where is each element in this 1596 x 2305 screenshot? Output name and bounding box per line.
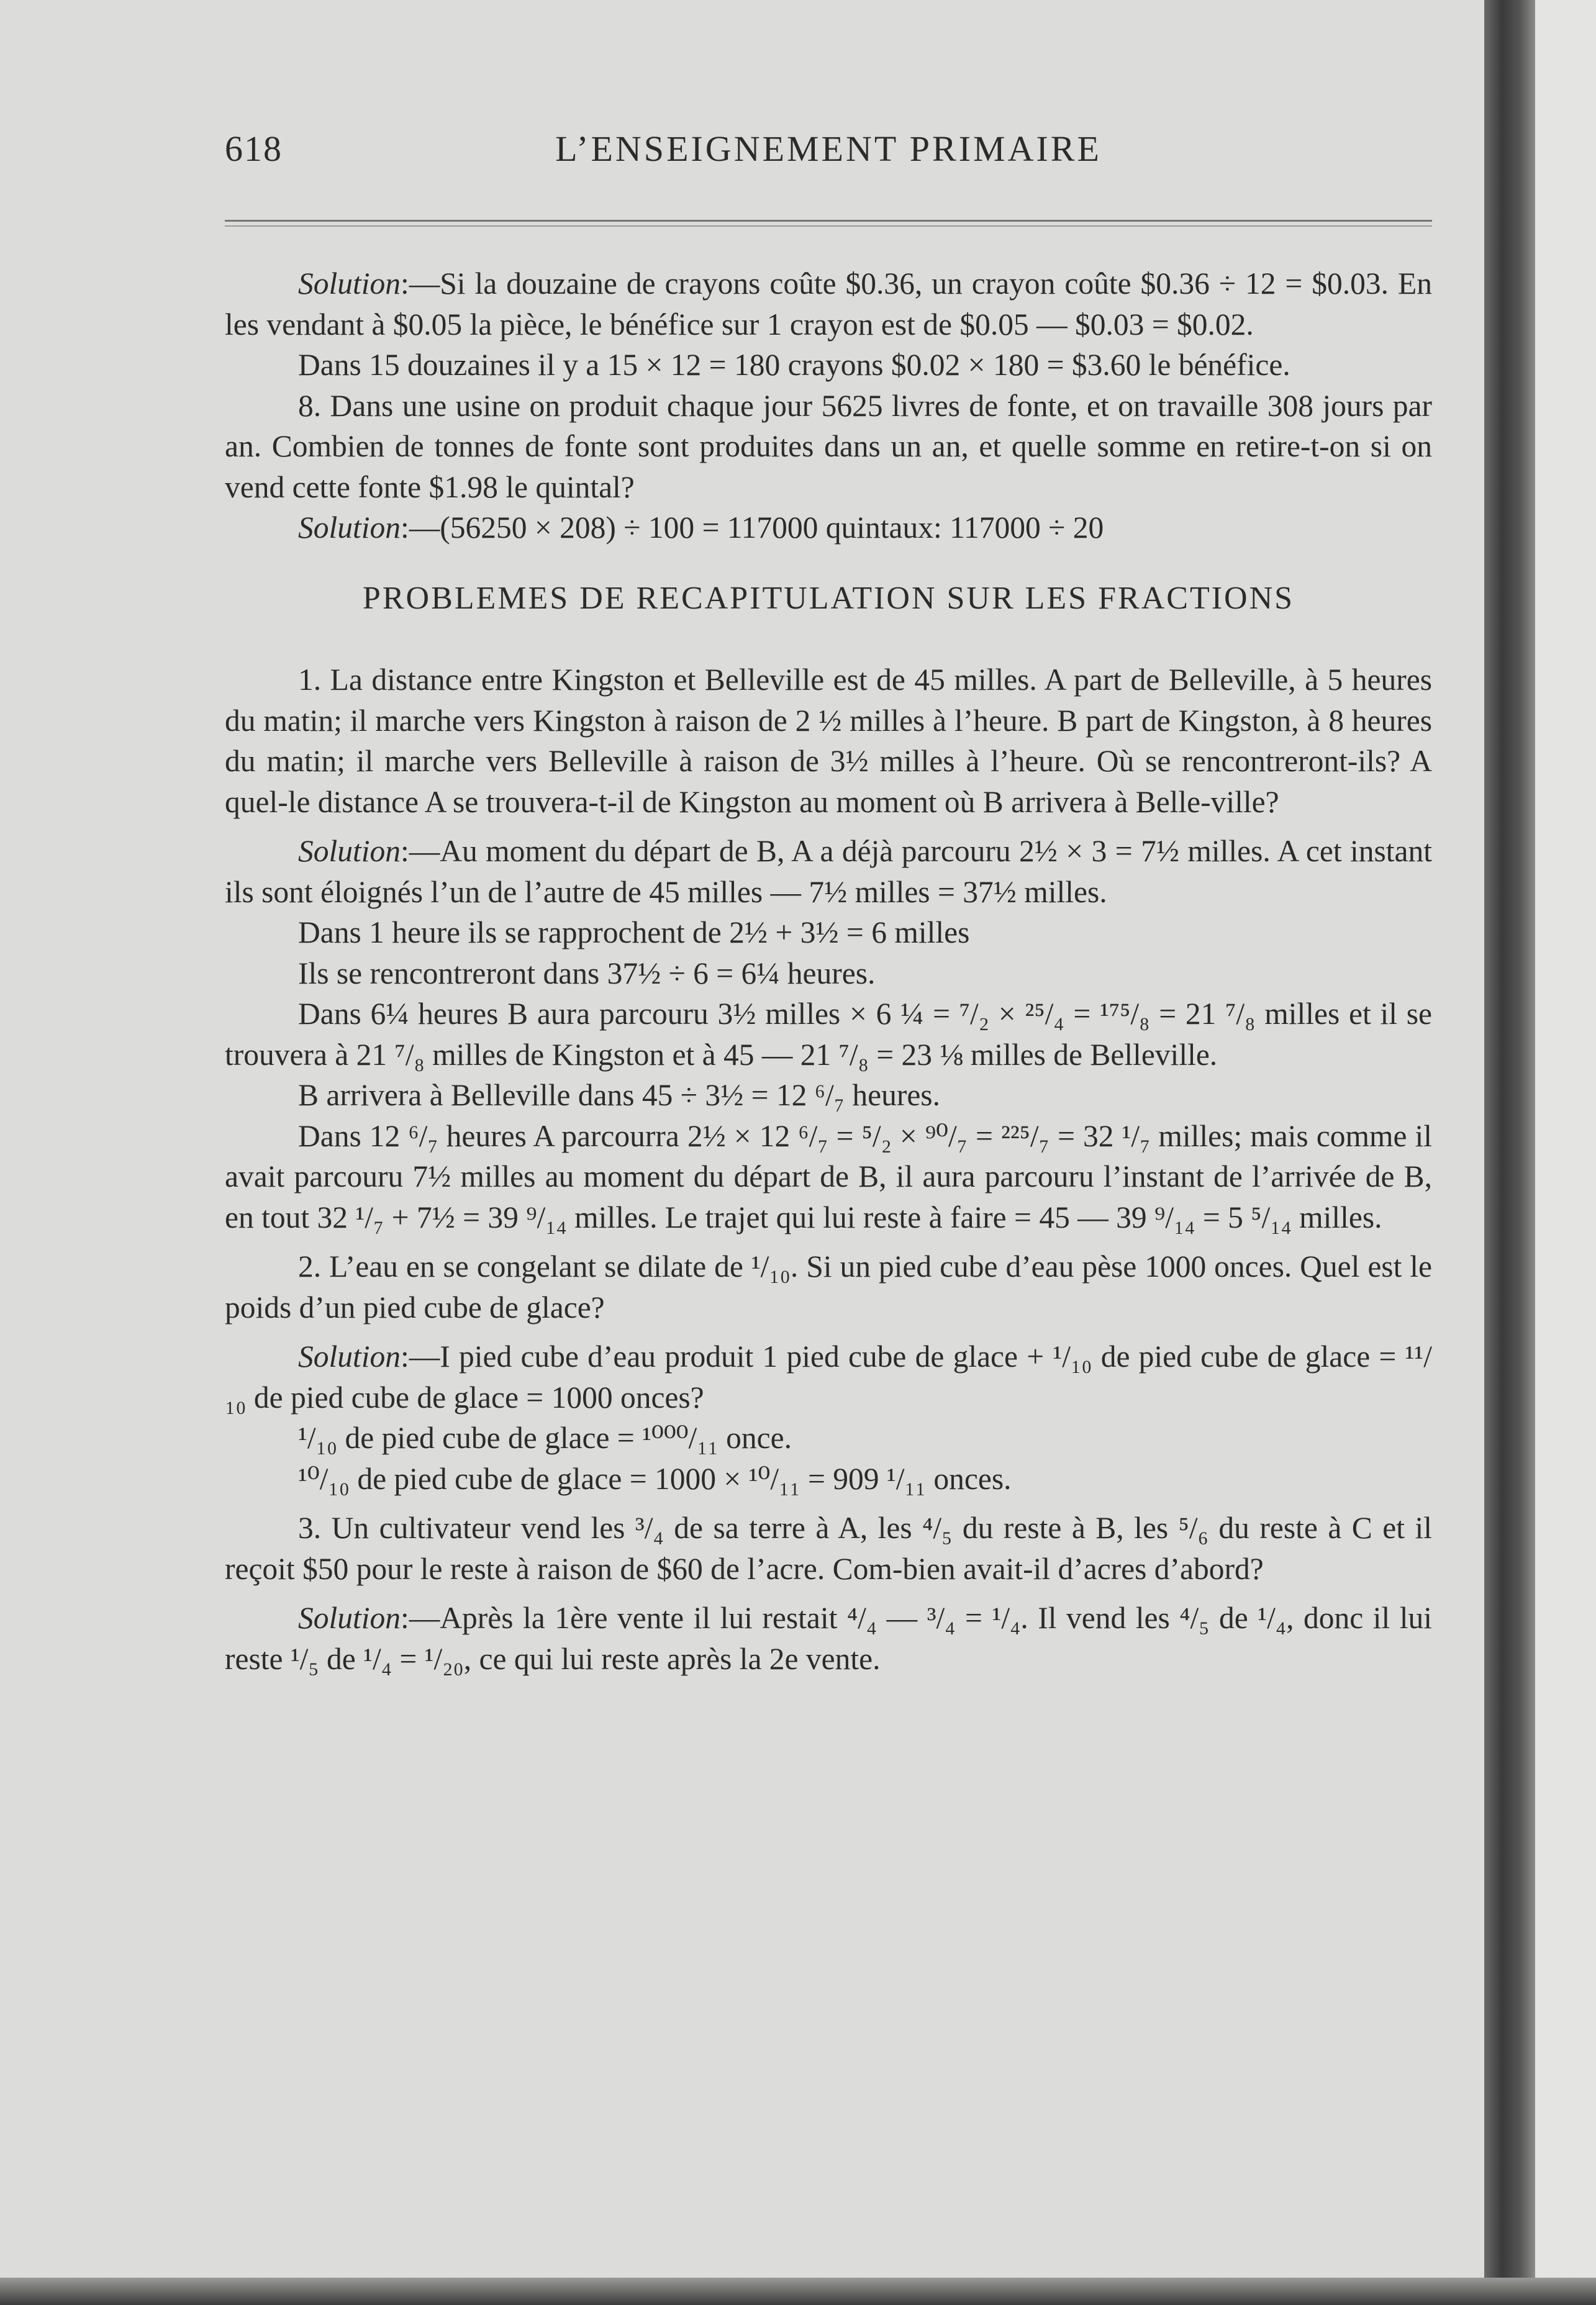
paragraph-text: ¹⁰/₁₀ de pied cube de glace = 1000 × ¹⁰/₁₁ = 909 ¹/₁₁ onces. bbox=[298, 1461, 1012, 1496]
paragraph-text: :—Après la 1ère vente il lui restait ⁴/₄ — ³/₄ = ¹/₄. Il vend les ⁴/₅ de ¹/₄, donc il lui reste ¹/₅ de ¹/₄ = ¹/₂₀, ce qui lui reste après la 2e vente. bbox=[225, 1601, 1432, 1676]
paragraph bbox=[225, 263, 1432, 345]
paragraph-text: 1. La distance entre Kingston et Belleville est de 45 milles. A part de Belleville, à 5 heures du matin; il marche vers Kingston à raison de 2 ½ milles à l’heure. B part de Kingston, à 8 heures du matin; il marche vers Belleville à raison de 3½ milles à l’heure. Où se rencontreront-ils? A quel-le distance A se trouvera-t-il de Kingston au moment où B arrivera à Belle-ville? bbox=[225, 663, 1432, 819]
paragraph-text: 3. Un cultivateur vend les ³/₄ de sa terre à A, les ⁴/₅ du reste à B, les ⁵/₆ du reste à C et il reçoit $50 pour le reste à raison de $60 de l’acre. Com-bien avait-il d’acres d’abord? bbox=[225, 1511, 1432, 1586]
paragraph bbox=[225, 1116, 1432, 1238]
outer-margin bbox=[1535, 0, 1596, 2305]
paragraph bbox=[225, 1075, 1432, 1116]
solution-label: Solution bbox=[298, 1601, 401, 1635]
paragraph-text: 2. L’eau en se congelant se dilate de ¹/₁₀. Si un pied cube d’eau pèse 1000 onces. Quel est le poids d’un pied cube de glace? bbox=[225, 1249, 1432, 1325]
paragraph-text: B arrivera à Belleville dans 45 ÷ 3½ = 12 ⁶/₇ heures. bbox=[298, 1078, 940, 1112]
page-body bbox=[225, 263, 1432, 1679]
paragraph-text: :—(56250 × 208) ÷ 100 = 117000 quintaux: 117000 ÷ 20 bbox=[401, 510, 1104, 545]
page-edge-shadow bbox=[1484, 0, 1535, 2305]
paragraph-text: ¹/₁₀ de pied cube de glace = ¹⁰⁰⁰/₁₁ once. bbox=[298, 1421, 792, 1455]
problem-1 bbox=[225, 659, 1432, 822]
paragraph bbox=[225, 345, 1432, 386]
paragraph-text: :—I pied cube d’eau produit 1 pied cube de glace + ¹/₁₀ de pied cube de glace = ¹¹/₁₀ de pied cube de glace = 1000 onces? bbox=[225, 1339, 1432, 1415]
paragraph bbox=[225, 1598, 1432, 1679]
solution-label: Solution bbox=[298, 834, 401, 868]
paragraph bbox=[225, 994, 1432, 1075]
paragraph bbox=[225, 831, 1432, 912]
paragraph-text: 8. Dans une usine on produit chaque jour 5625 livres de fonte, et on travaille 308 jours par an. Combien de tonnes de fonte sont produites dans un an, et quelle somme en retire-t-on si on vend cette fonte $1.98 le quintal? bbox=[225, 388, 1432, 504]
solution-label: Solution bbox=[298, 1339, 401, 1374]
paragraph-text: :—Au moment du départ de B, A a déjà parcouru 2½ × 3 = 7½ milles. A cet instant ils sont éloignés l’un de l’autre de 45 milles — 7½ milles = 37½ milles. bbox=[225, 834, 1432, 909]
solution-label: Solution bbox=[298, 510, 401, 545]
header-rule bbox=[225, 220, 1432, 227]
problem-3 bbox=[225, 1508, 1432, 1589]
running-title: L’ENSEIGNEMENT PRIMAIRE bbox=[555, 129, 1102, 169]
problem-2 bbox=[225, 1246, 1432, 1328]
page-header bbox=[225, 128, 1432, 178]
section-heading: PROBLEMES DE RECAPITULATION SUR LES FRACTIONS bbox=[362, 580, 1295, 616]
paragraph bbox=[225, 1418, 1432, 1459]
paragraph bbox=[225, 912, 1432, 953]
paragraph-text: Dans 6¼ heures B aura parcouru 3½ milles × 6 ¼ = ⁷/₂ × ²⁵/₄ = ¹⁷⁵/₈ = 21 ⁷/₈ milles et il se trouvera à 21 ⁷/₈ milles de Kingston et à 45 — 21 ⁷/₈ = 23 ⅛ milles de Belleville. bbox=[225, 997, 1432, 1072]
solution-label: Solution bbox=[298, 266, 401, 301]
paragraph-text: Dans 12 ⁶/₇ heures A parcourra 2½ × 12 ⁶/₇ = ⁵/₂ × ⁹⁰/₇ = ²²⁵/₇ = 32 ¹/₇ milles; mais comme il avait parcouru 7½ milles au moment du départ de B, il aura parcouru l’instant de l’arrivée de B, en tout 32 ¹/₇ + 7½ = 39 ⁹/₁₄ milles. Le trajet qui lui reste à faire = 45 — 39 ⁹/₁₄ = 5 ⁵/₁₄ milles. bbox=[225, 1118, 1432, 1234]
page-number: 618 bbox=[225, 129, 283, 169]
problem-8 bbox=[225, 386, 1432, 508]
paragraph bbox=[225, 507, 1432, 548]
paragraph-text: Dans 15 douzaines il y a 15 × 12 = 180 crayons $0.02 × 180 = $3.60 le bénéfice. bbox=[298, 348, 1290, 382]
paragraph bbox=[225, 1336, 1432, 1418]
paragraph bbox=[225, 953, 1432, 994]
paragraph bbox=[225, 1459, 1432, 1500]
paragraph-text: Ils se rencontreront dans 37½ ÷ 6 = 6¼ heures. bbox=[298, 956, 876, 990]
bottom-edge-shadow bbox=[0, 2278, 1596, 2305]
paragraph-text: Dans 1 heure ils se rapprochent de 2½ + 3½ = 6 milles bbox=[298, 915, 970, 949]
paragraph-text: :—Si la douzaine de crayons coûte $0.36, un crayon coûte $0.36 ÷ 12 = $0.03. En les vendant à $0.05 la pièce, le bénéfice sur 1 crayon est de $0.05 — $0.03 = $0.02. bbox=[225, 266, 1432, 342]
